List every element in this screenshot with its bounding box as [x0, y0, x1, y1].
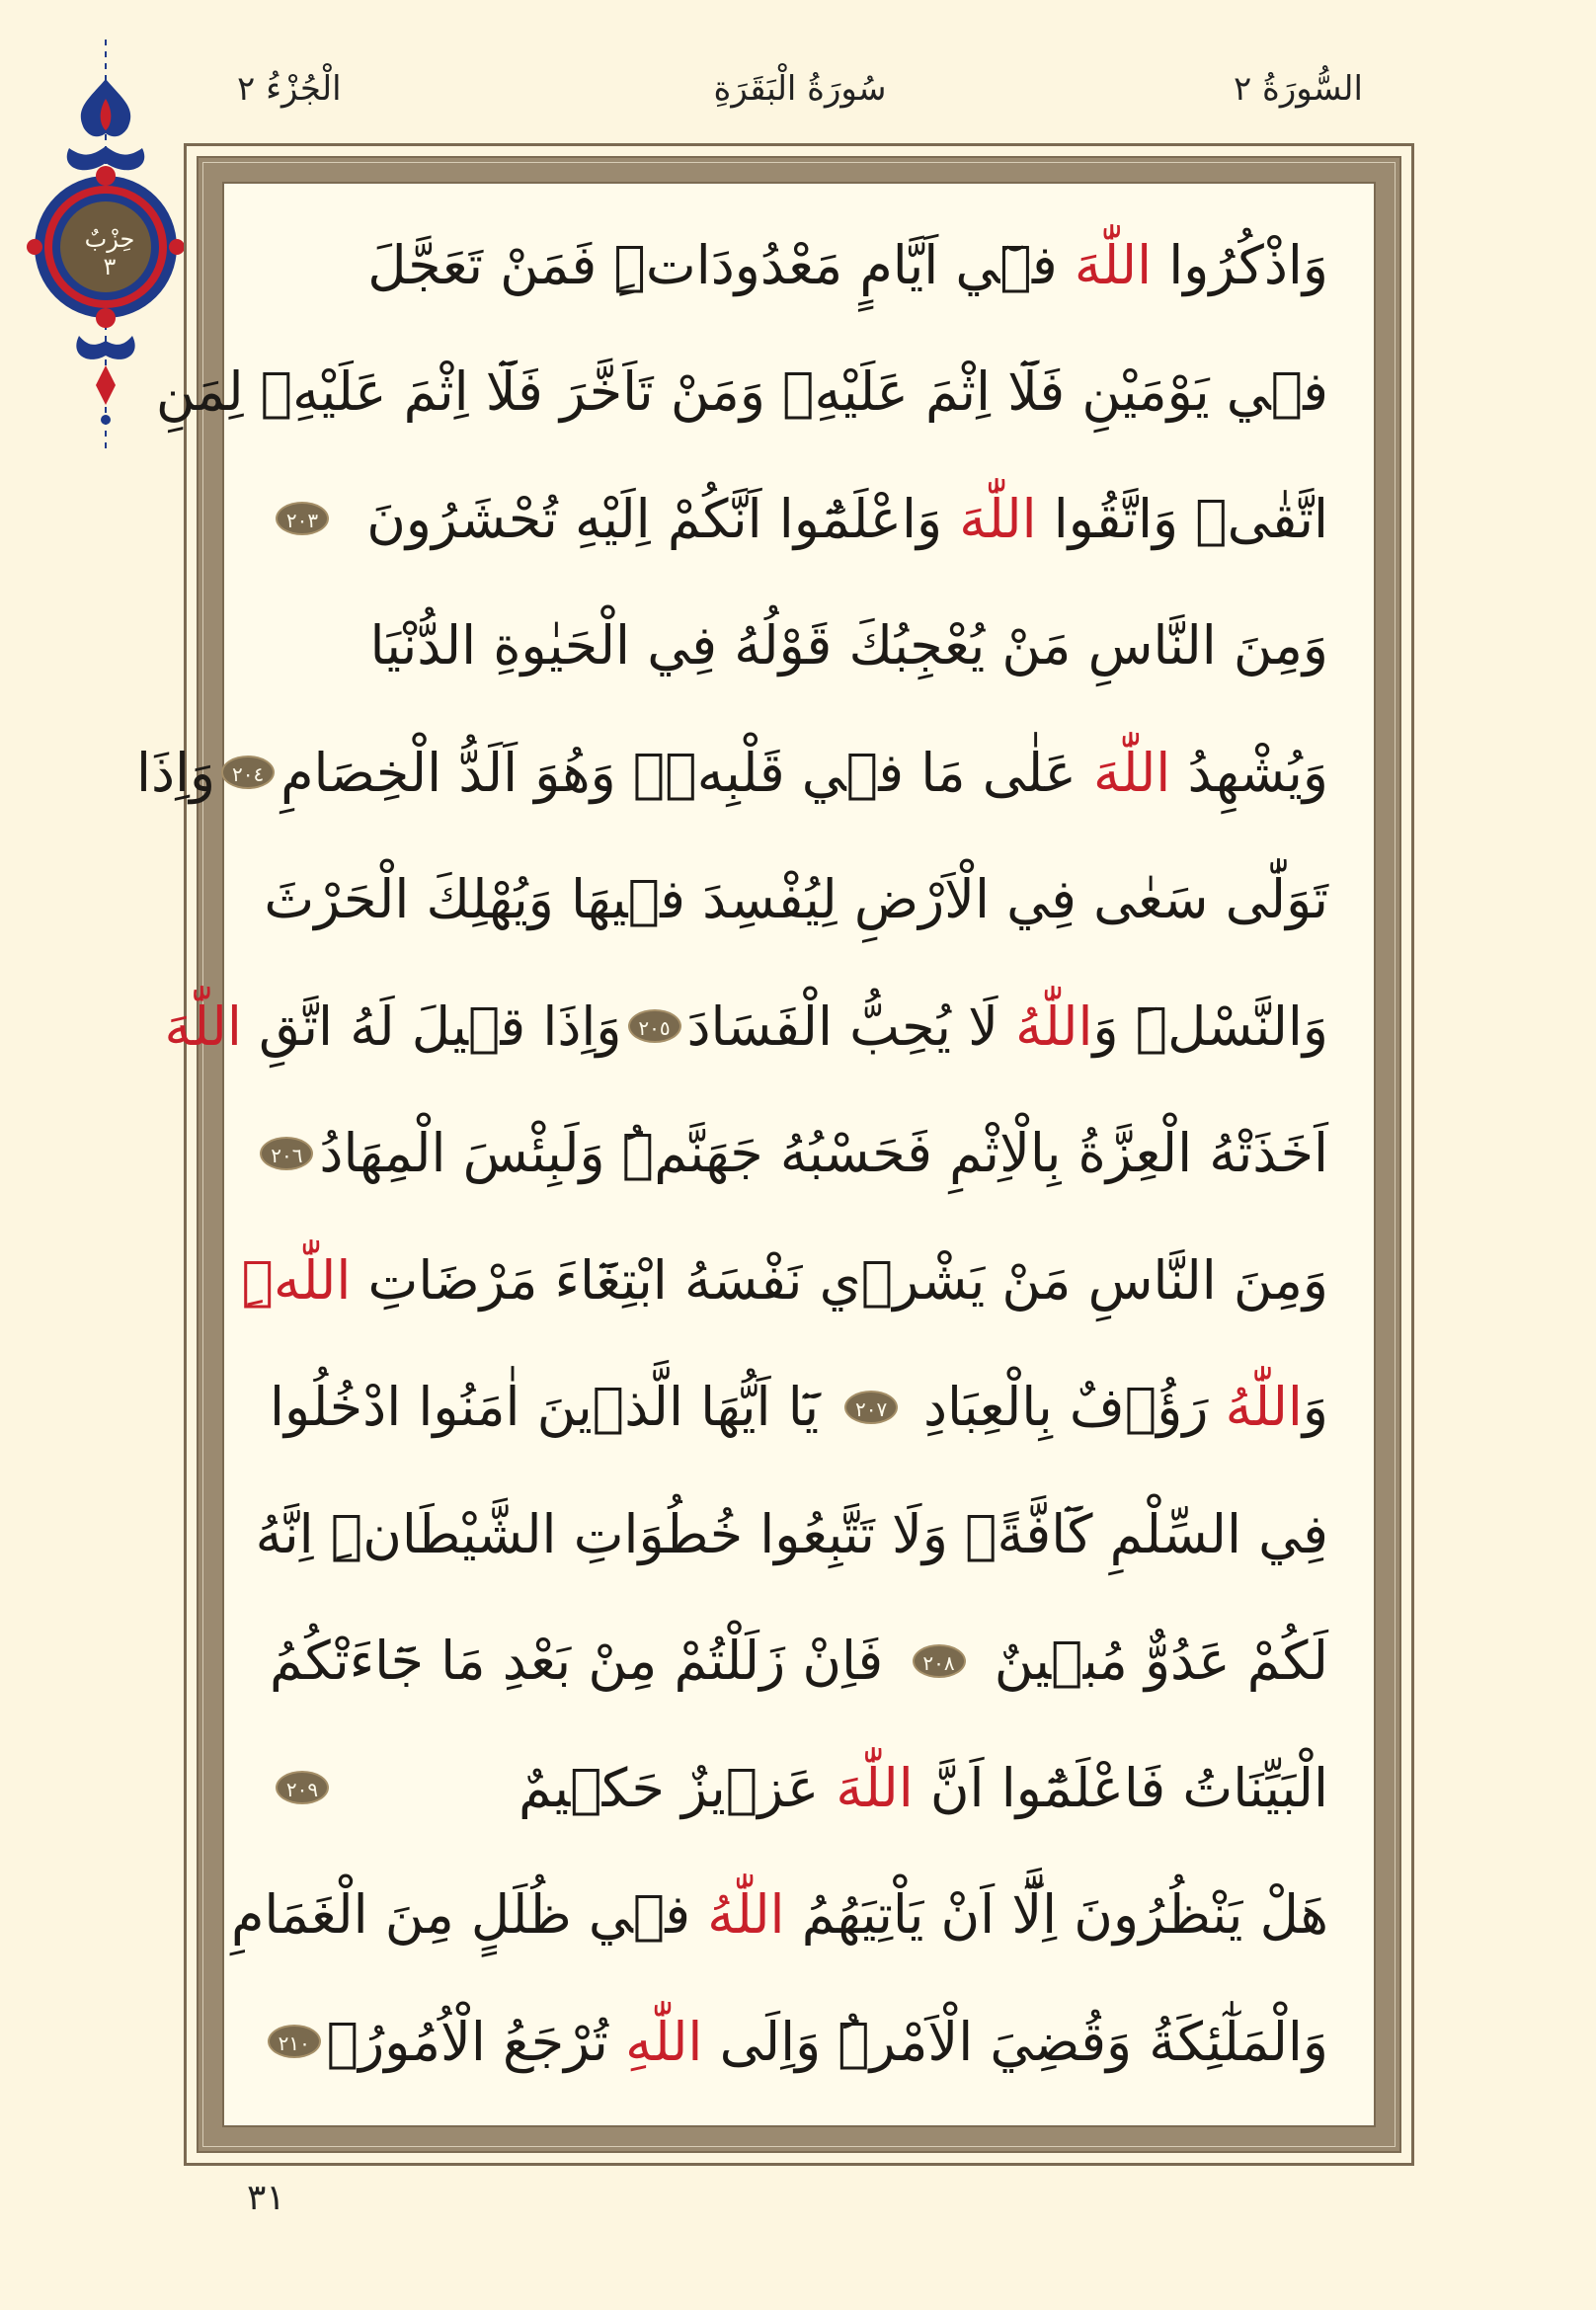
surah-name: سُورَةُ الْبَقَرَةِ — [713, 69, 887, 109]
divine-name: اللّٰهَ — [1074, 233, 1153, 296]
divine-name: اللّٰهَ — [164, 995, 242, 1058]
ayah-number-marker: ٢١٠ — [268, 2025, 321, 2058]
text-line — [164, 963, 1328, 1090]
verse-text: هَلْ يَنْظُرُونَ اِلَّٓا اَنْ يَاْتِيَهُمُ — [784, 1883, 1328, 1947]
hizb-label-number: ٣ — [103, 253, 117, 280]
divine-name: اللّٰهَ — [1093, 741, 1171, 804]
line-text — [367, 234, 1328, 296]
text-line — [155, 329, 1328, 456]
text-line — [270, 455, 1328, 583]
line-text-continued — [270, 1376, 819, 1438]
line-text — [319, 1122, 1328, 1184]
text-line — [264, 836, 1328, 964]
line-text — [327, 2011, 1328, 2073]
frame-border — [135, 156, 1401, 2153]
ayah-number-marker: ٢٠٣ — [276, 502, 329, 535]
juz-number: الْجُزْءُ ٢ — [237, 69, 342, 109]
line-text — [995, 1630, 1328, 1692]
text-line — [270, 1724, 1328, 1852]
hizb-label — [65, 225, 154, 280]
line-text — [923, 1376, 1328, 1438]
line-text — [519, 1757, 1328, 1819]
verse-text: عَلٰى مَا فٖي قَلْبِهٖۙ وَهُوَ اَلَدُّ الْخِصَامِ — [280, 741, 1094, 804]
line-text — [156, 360, 1328, 423]
page-header — [178, 69, 1422, 128]
text-line — [270, 1344, 1328, 1472]
line-text-continued — [165, 996, 622, 1058]
verse-text: وَمِنَ النَّاسِ مَنْ يَشْرٖي نَفْسَهُ ابْتِغَٓاءَ مَرْضَاتِ — [351, 1248, 1328, 1312]
line-text — [264, 868, 1328, 930]
verse-text: اتَّقٰىۜ وَاتَّقُوا — [1036, 487, 1328, 550]
hizb-label-word: حِزْبٌ — [84, 225, 135, 253]
verse-text: وَمِنَ النَّاسِ مَنْ يُعْجِبُكَ قَوْلُهُ فِي الْحَيٰوةِ الدُّنْيَا — [369, 614, 1328, 677]
text-line — [135, 709, 1328, 836]
divine-name: اللّٰهِ — [625, 2010, 703, 2073]
verse-text: فَاِنْ زَلَلْتُمْ مِنْ بَعْدِ مَا جَٓاءَتْكُمُ — [270, 1630, 884, 1693]
text-line — [270, 201, 1328, 329]
divine-name: اللّٰهُ — [1015, 995, 1093, 1058]
divine-name: اللّٰهُ — [707, 1883, 785, 1947]
verse-text: تَوَلّٰى سَعٰى فِي الْاَرْضِ لِيُفْسِدَ فٖيهَا وَيُهْلِكَ الْحَرْثَ — [264, 868, 1328, 931]
verse-text: لَا يُحِبُّ الْفَسَادَ — [686, 995, 1016, 1058]
verse-text: وَالنَّسْلَۜ وَ — [1092, 995, 1328, 1058]
divine-name: اللّٰهِۜ — [241, 1248, 352, 1312]
line-text — [231, 1883, 1328, 1946]
text-line — [255, 1471, 1328, 1598]
line-text-continued — [136, 742, 215, 804]
divine-name: اللّٰهَ — [959, 487, 1037, 550]
line-text — [280, 742, 1328, 804]
text-line — [270, 583, 1328, 710]
line-text — [366, 488, 1328, 550]
verse-text: فٖي يَوْمَيْنِ فَلَٓا اِثْمَ عَلَيْهِۚ وَمَنْ تَاَخَّرَ فَلَٓا اِثْمَ عَلَيْهِۙ لِمَنِ — [155, 360, 1328, 424]
divine-name: اللّٰهَ — [836, 1756, 914, 1819]
verse-text: عَزٖيزٌ حَكٖيمٌ — [519, 1756, 837, 1819]
verse-text: فٖٓي اَيَّامٍ مَعْدُودَاتٍۜ فَمَنْ تَعَجَّلَ — [367, 233, 1075, 296]
verse-text: لَكُمْ عَدُوٌّ مُبٖينٌ — [994, 1630, 1328, 1693]
text-line — [270, 1090, 1328, 1218]
line-text — [256, 1503, 1328, 1565]
verse-text: وَ — [1302, 1376, 1328, 1439]
verse-text: وَاِذَا قٖيلَ لَهُ اتَّقِ — [241, 995, 622, 1058]
text-line — [230, 1852, 1328, 1979]
line-text — [370, 614, 1328, 677]
quran-text-area — [135, 182, 1376, 2127]
surah-number: السُّورَةُ ٢ — [1233, 69, 1363, 109]
verse-text: وَاعْلَمُٓوا اَنَّكُمْ اِلَيْهِ تُحْشَرُونَ — [366, 487, 960, 550]
verse-text: الْبَيِّنَاتُ فَاعْلَمُٓوا اَنَّ — [913, 1756, 1328, 1819]
line-text-continued — [270, 1630, 883, 1692]
verse-text: وَاِذَا — [135, 741, 216, 804]
verse-text: وَاذْكُرُوا — [1152, 233, 1328, 296]
divine-name: اللّٰهُ — [1225, 1376, 1303, 1439]
page-number: ٣١ — [247, 2178, 285, 2218]
verse-text: فٖي ظُلَلٍ مِنَ الْغَمَامِ — [230, 1883, 708, 1947]
line-text — [242, 1249, 1328, 1312]
text-line — [270, 1978, 1328, 2106]
line-text — [687, 996, 1329, 1058]
verse-text: وَالْمَلٰٓئِكَةُ وَقُضِيَ الْاَمْرُۜ وَاِلَى — [702, 2010, 1328, 2073]
ayah-number-marker: ٢٠٩ — [276, 1771, 329, 1804]
verse-text: اَخَذَتْهُ الْعِزَّةُ بِالْاِثْمِ فَحَسْبُهُ جَهَنَّمُۜ وَلَبِئْسَ الْمِهَادُ — [319, 1122, 1328, 1185]
ayah-number-marker: ٢٠٦ — [260, 1137, 313, 1170]
verse-text: فِي السِّلْمِ كَٓافَّةًۖ وَلَا تَتَّبِعُوا خُطُوَاتِ الشَّيْطَانِۜ اِنَّهُ — [255, 1502, 1328, 1565]
text-line — [241, 1217, 1328, 1344]
text-line — [270, 1598, 1328, 1725]
verse-text: يَٓا اَيُّهَا الَّذٖينَ اٰمَنُوا ادْخُلُوا — [270, 1376, 820, 1439]
ayah-number-marker: ٢٠٨ — [913, 1644, 966, 1678]
ayah-number-marker: ٢٠٤ — [221, 756, 275, 789]
verse-text: تُرْجَعُ الْاُمُورُ۟ — [326, 2010, 626, 2073]
page-frame — [135, 143, 1414, 2166]
ayah-number-marker: ٢٠٧ — [844, 1391, 898, 1424]
verse-text: رَؤُ۫فٌ بِالْعِبَادِ — [922, 1376, 1226, 1439]
ayah-number-marker: ٢٠٥ — [628, 1009, 681, 1043]
verse-text: وَيُشْهِدُ — [1170, 741, 1328, 804]
